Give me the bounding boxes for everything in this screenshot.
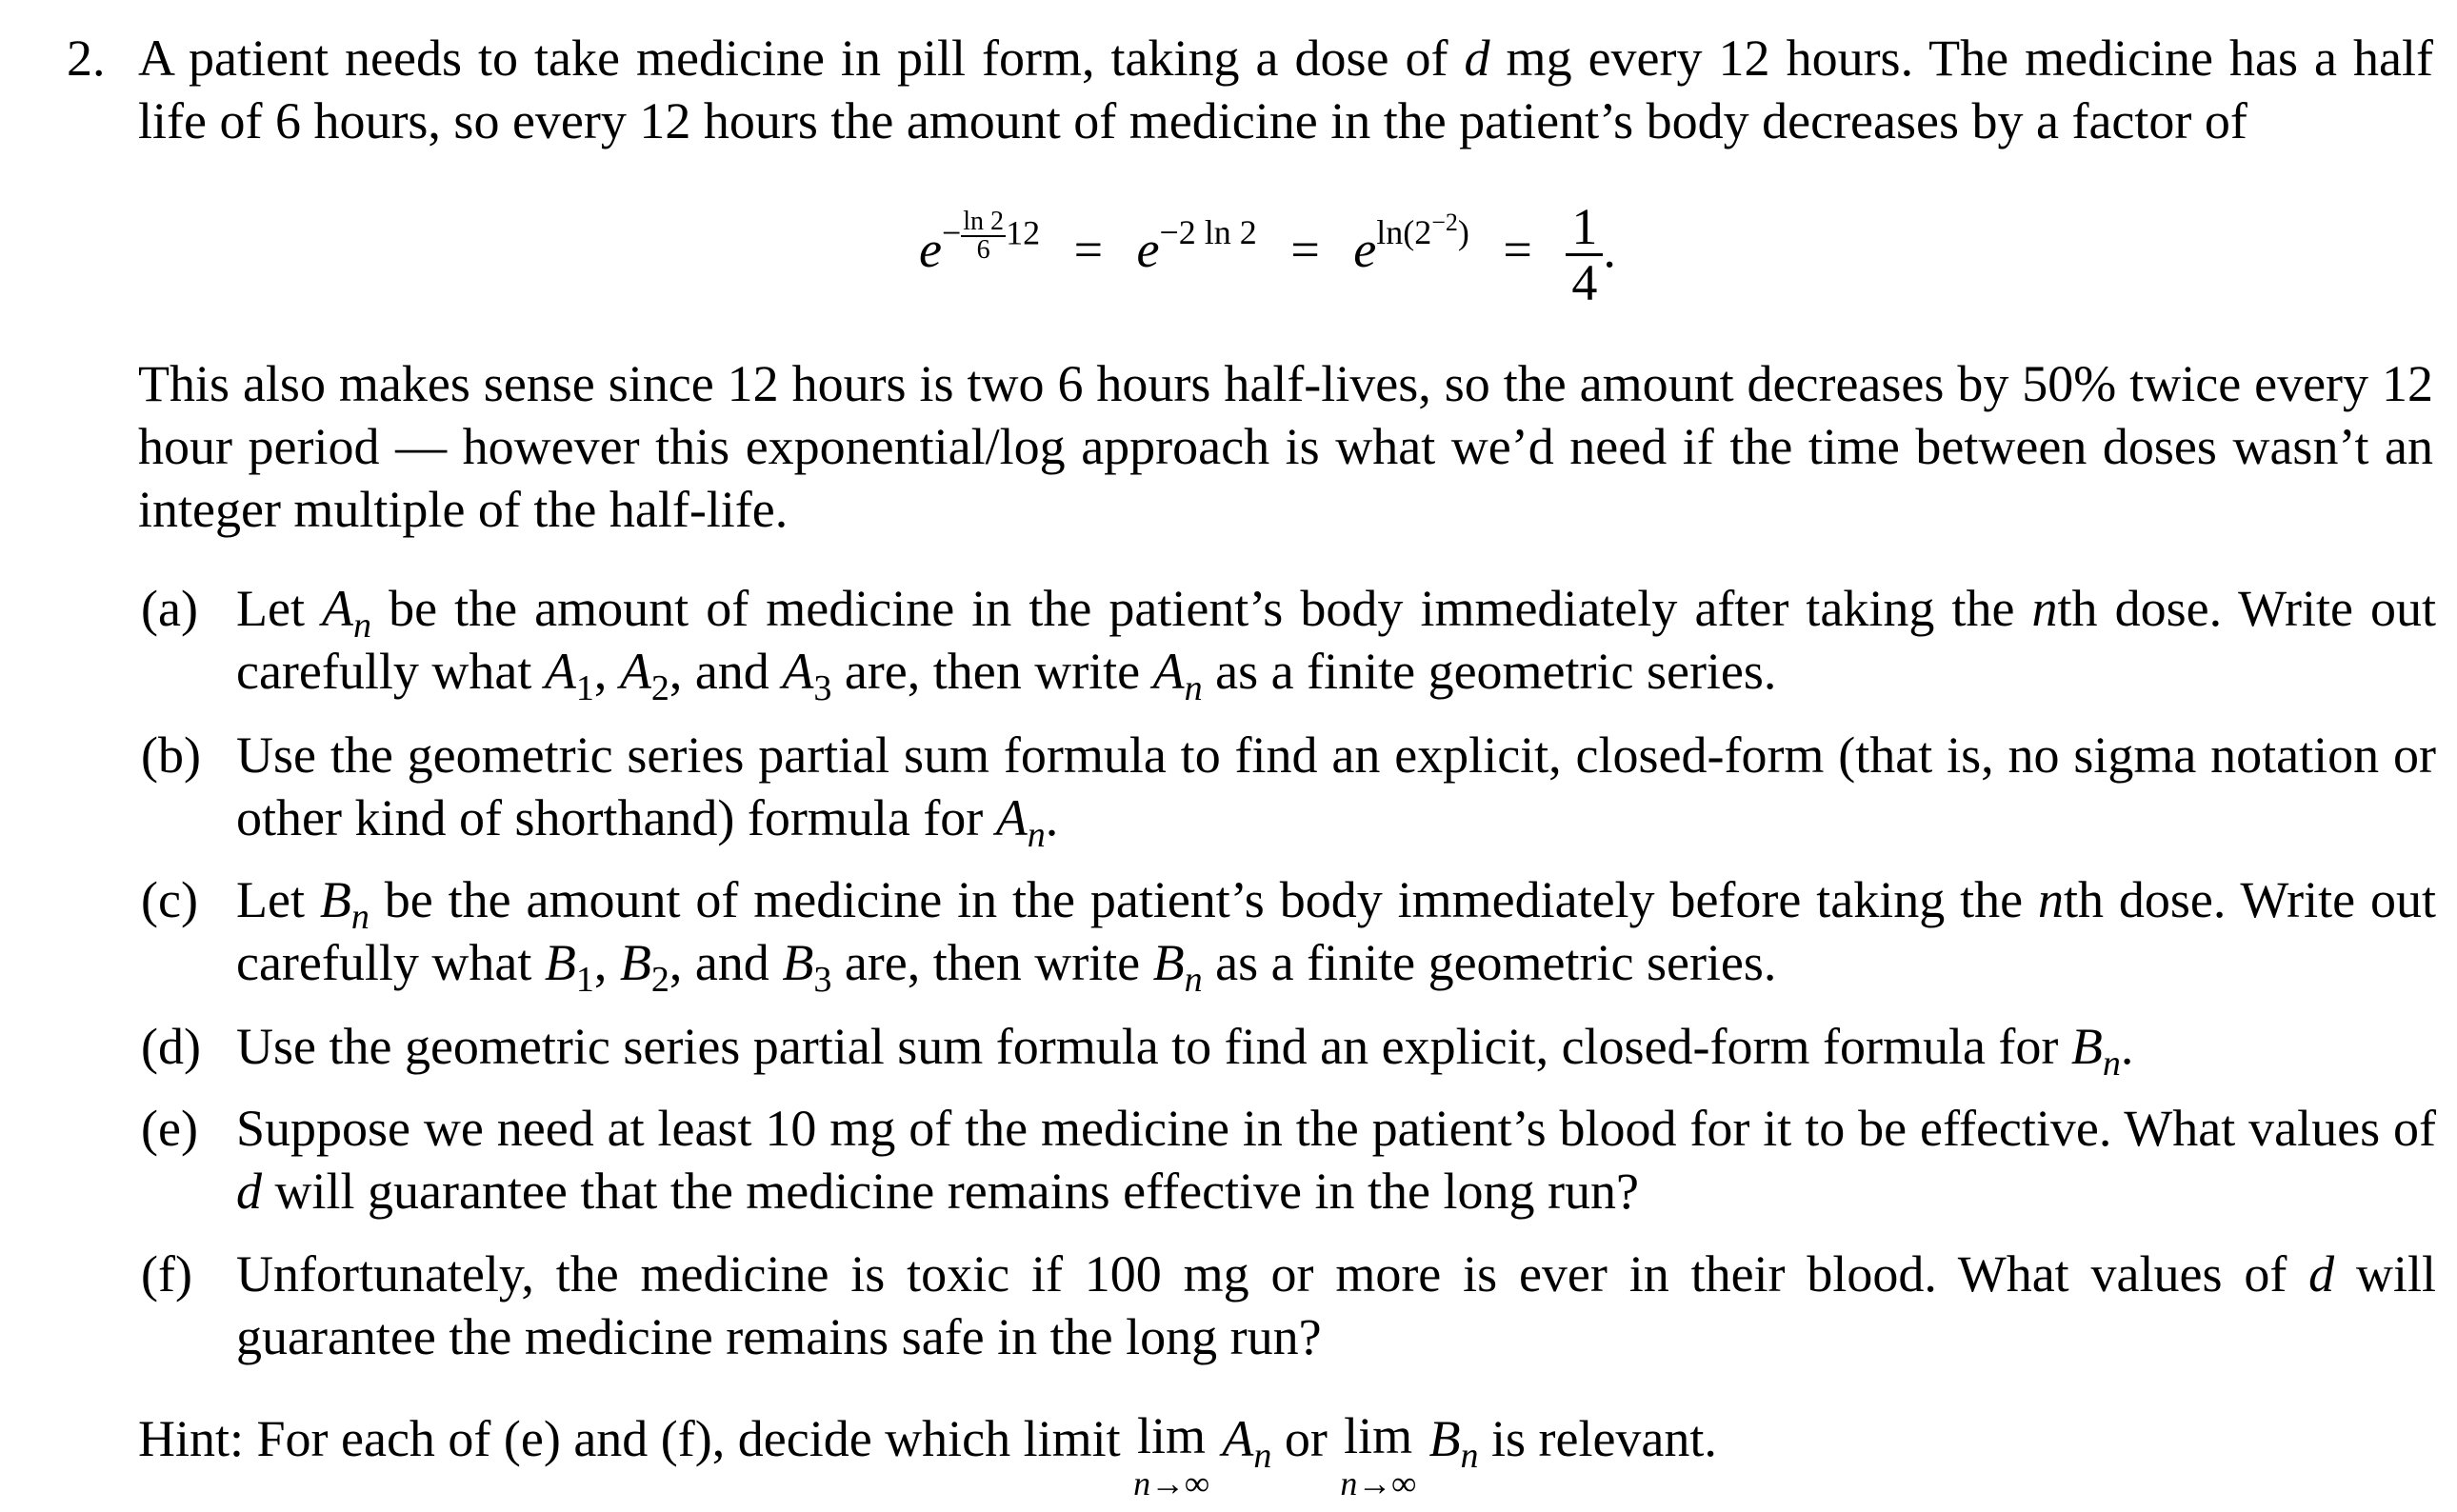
sub-3: 3 [813, 960, 832, 1000]
sym-B: B [319, 871, 351, 928]
sym-A: A [322, 580, 354, 637]
part-c-t1: Let [236, 871, 320, 928]
sym-B2: B [619, 934, 651, 991]
part-f [141, 1243, 2436, 1368]
sym-n-sub: n [1184, 960, 1203, 1000]
part-a-text [236, 577, 2436, 708]
part-a-t1: Let [236, 580, 323, 637]
lim-word: lim [1136, 1407, 1206, 1464]
part-f-t1: Unfortunately, the medicine is toxic if 100 mg or more is ever in their blood. What values of [236, 1245, 2309, 1303]
sub-2: 2 [650, 960, 669, 1000]
sym-B1: B [544, 934, 576, 991]
part-d-label: (d) [141, 1018, 201, 1075]
part-e-t2: will guarantee that the medicine remains effective in the long run? [262, 1163, 1639, 1220]
limit-B [1340, 1407, 1416, 1502]
sym-A2: A [619, 643, 651, 700]
sym-A1: A [544, 643, 576, 700]
part-f-text [236, 1243, 2436, 1368]
lim-under: n→∞ [1133, 1464, 1209, 1502]
eq-exp1-minus: − [941, 212, 962, 251]
problem-explanation: This also makes sense since 12 hours is two 6 hours half-lives, so the amount decreases by 50% twice every 12 hour period — however this exponential/log approach is what we’d need if the time between doses wasn’t an integer multiple of the half-life. [138, 355, 2433, 538]
hint-or: or [1271, 1410, 1341, 1467]
part-c-t3: th dose. Write out carefully what [236, 871, 2436, 991]
part-c-label: (c) [141, 871, 198, 928]
sym-d: d [2308, 1245, 2335, 1303]
sym-B3: B [782, 934, 814, 991]
eq-equals-3: = [1503, 220, 1532, 278]
sym-An: A [1222, 1410, 1254, 1467]
sub-1: 1 [575, 668, 594, 708]
limit-A [1133, 1407, 1209, 1502]
sym-Bn: B [1428, 1410, 1461, 1467]
sym-d: d [236, 1163, 262, 1220]
lim-under: n→∞ [1340, 1464, 1416, 1502]
part-c-t2: be the amount of medicine in the patient’s body immediately before taking the [369, 871, 2038, 928]
intro-variable-d: d [1464, 30, 1490, 87]
sub-2: 2 [650, 668, 669, 708]
problem-number: 2. [67, 30, 106, 87]
part-a-label: (a) [141, 580, 198, 637]
part-c-t5: are, then write [831, 934, 1153, 991]
part-a-t4: , and [669, 643, 783, 700]
sym-n-sub: n [1460, 1436, 1479, 1476]
part-a-t6: as a finite geometric series. [1202, 643, 1777, 700]
sym-n-sub: n [2102, 1044, 2121, 1084]
part-c [141, 868, 2436, 1000]
eq-equals-2: = [1290, 220, 1320, 278]
sub-3: 3 [813, 668, 832, 708]
eq-exp3-close: ) [1457, 212, 1469, 251]
eq-exponent-1 [941, 206, 1041, 265]
eq-exp1-num: ln 2 [963, 206, 1005, 236]
comma: , [593, 934, 620, 991]
sym-n-sub: n [1253, 1436, 1272, 1476]
part-c-text [236, 868, 2436, 1000]
part-f-t2: will guarantee the medicine remains safe in the long run? [236, 1245, 2436, 1365]
decay-factor-equation [919, 198, 1616, 311]
part-c-t4: , and [669, 934, 783, 991]
intro-text-2: mg every 12 hours. The medicine has a half life of 6 hours, so every 12 hours the amount of medicine in the patient’s body decreases by a factor of [138, 30, 2433, 149]
part-f-label: (f) [141, 1245, 192, 1303]
sym-n-sub: n [1027, 815, 1046, 855]
sym-n-sub: n [1184, 668, 1203, 708]
eq-e-1: e [919, 220, 942, 278]
sym-An: A [1152, 643, 1185, 700]
sym-n: n [2031, 580, 2058, 637]
eq-exp1-den: 6 [976, 234, 990, 265]
sym-n-sub: n [350, 897, 370, 937]
part-b-label: (b) [141, 726, 201, 784]
part-b-text [236, 724, 2436, 855]
eq-exponent-3 [1376, 206, 1469, 249]
part-a [141, 577, 2436, 708]
problem-intro [138, 27, 2433, 152]
eq-e-3: e [1353, 220, 1377, 278]
sub-1: 1 [575, 960, 594, 1000]
part-e-t1: Suppose we need at least 10 mg of the medicine in the patient’s blood for it to be effective. What values of [236, 1100, 2436, 1157]
hint-t1: Hint: For each of (e) and (f), decide which limit [138, 1410, 1134, 1467]
intro-text-1: A patient needs to take medicine in pill form, taking a dose of [138, 30, 1465, 87]
eq-one-quarter [1566, 200, 1603, 309]
comma: , [593, 643, 620, 700]
part-d [141, 1015, 2436, 1084]
eq-equals-1: = [1073, 220, 1104, 278]
part-d-t1: Use the geometric series partial sum formula to find an explicit, closed-form formula for [236, 1018, 2071, 1075]
lim-word: lim [1344, 1407, 1413, 1464]
hint [138, 1407, 2433, 1502]
part-e-label: (e) [141, 1100, 198, 1157]
sym-Bn: B [1152, 934, 1185, 991]
part-a-t3: th dose. Write out carefully what [236, 580, 2436, 700]
eq-exp3-text: ln(2 [1376, 212, 1432, 251]
part-c-t6: as a finite geometric series. [1202, 934, 1777, 991]
eq-exp1-tail: 12 [1006, 212, 1041, 251]
eq-frac-den: 4 [1571, 254, 1598, 311]
hint-t2: is relevant. [1478, 1410, 1717, 1467]
eq-frac-num: 1 [1566, 200, 1603, 256]
part-a-t2: be the amount of medicine in the patient’s body immediately after taking the [371, 580, 2032, 637]
part-d-t2: . [2120, 1018, 2134, 1075]
part-d-text [236, 1015, 2436, 1084]
eq-exp1-fraction [961, 206, 1006, 265]
sym-Bn: B [2070, 1018, 2103, 1075]
part-b-t1: Use the geometric series partial sum formula to find an explicit, closed-form (that is, no sigma notation or other kind of shorthand) formula for [236, 726, 2436, 846]
part-a-t5: are, then write [831, 643, 1153, 700]
part-e-text [236, 1097, 2436, 1223]
eq-exp3-sup: −2 [1431, 208, 1458, 236]
part-b-t2: . [1045, 789, 1059, 846]
part-e [141, 1097, 2436, 1223]
part-b [141, 724, 2436, 855]
eq-exponent-2: −2 ln 2 [1159, 212, 1257, 251]
eq-period: . [1603, 220, 1616, 278]
eq-e-2: e [1136, 220, 1160, 278]
sym-An: A [995, 789, 1028, 846]
sym-n: n [2038, 871, 2064, 928]
sym-A3: A [782, 643, 814, 700]
sym-n-sub: n [353, 606, 372, 646]
